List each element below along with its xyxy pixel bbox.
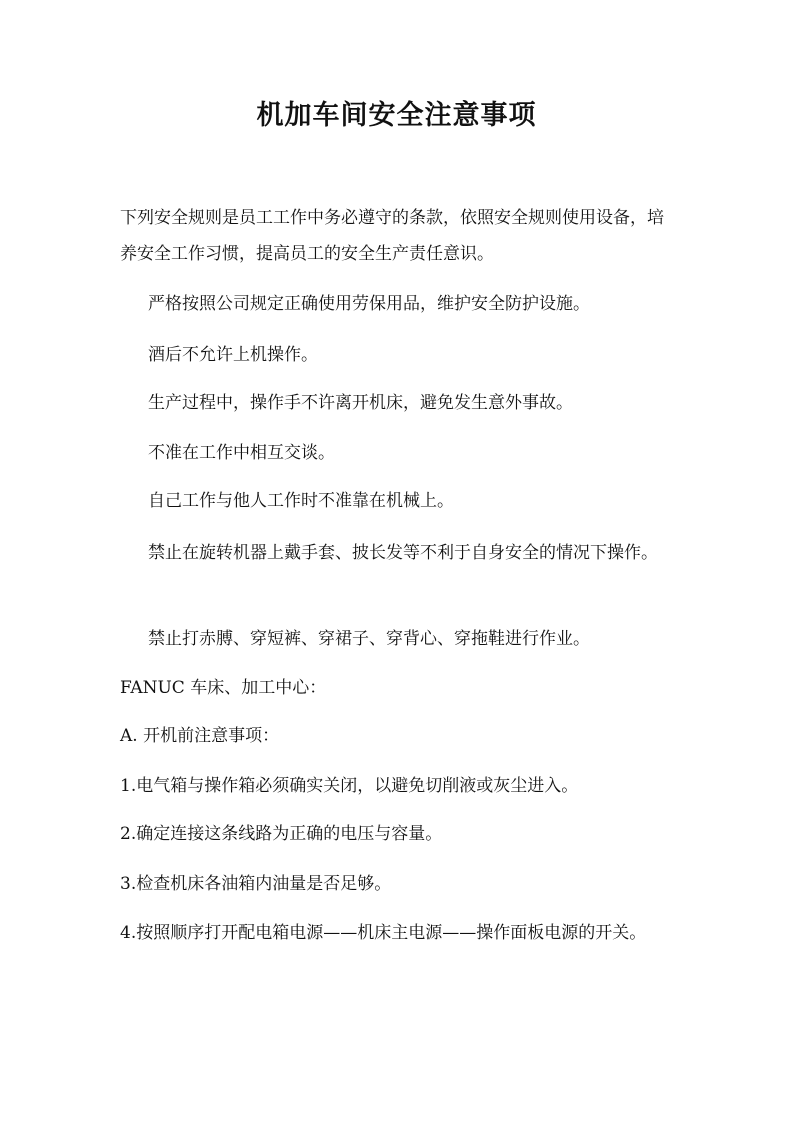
rule-item: 禁止打赤膊、穿短裤、穿裙子、穿背心、穿拖鞋进行作业。 <box>148 629 590 649</box>
document-title: 机加车间安全注意事项 <box>256 100 537 131</box>
rule-item: 生产过程中，操作手不许离开机床，避免发生意外事故。 <box>148 393 573 413</box>
subsection-heading: A. 开机前注意事项： <box>120 726 280 746</box>
rule-item: 酒后不允许上机操作。 <box>148 345 318 365</box>
rule-item: 禁止在旋转机器上戴手套、披长发等不利于自身安全的情况下操作。 <box>148 543 658 563</box>
step-item: 4.按照顺序打开配电箱电源——机床主电源——操作面板电源的开关。 <box>120 923 647 943</box>
section-heading: FANUC 车床、加工中心： <box>120 678 327 698</box>
step-item: 3.检查机床各油箱内油量是否足够。 <box>120 874 392 894</box>
rule-item: 严格按照公司规定正确使用劳保用品，维护安全防护设施。 <box>148 294 590 314</box>
step-item: 2.确定连接这条线路为正确的电压与容量。 <box>120 824 443 844</box>
rule-item: 自己工作与他人工作时不准靠在机械上。 <box>148 491 454 511</box>
step-item: 1.电气箱与操作箱必须确实关闭，以避免切削液或灰尘进入。 <box>120 776 579 796</box>
intro-paragraph: 下列安全规则是员工工作中务必遵守的条款，依照安全规则使用设备，培养安全工作习惯，提高员工的安全生产责任意识。 <box>120 208 664 264</box>
rule-item: 不准在工作中相互交谈。 <box>148 443 335 463</box>
